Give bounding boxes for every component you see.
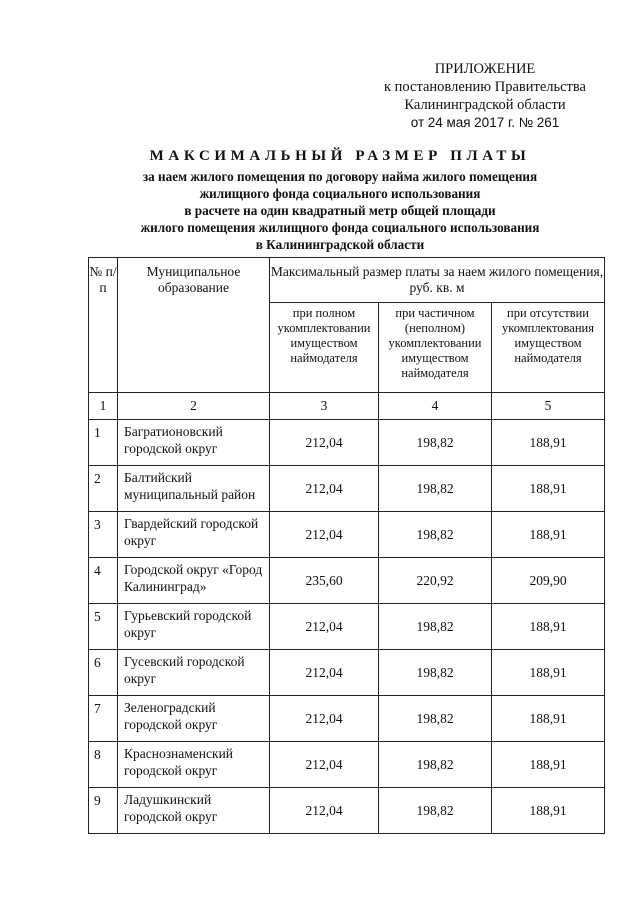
- municipality-name: Балтийский муниципальный район: [118, 466, 270, 512]
- row-number: 1: [89, 420, 118, 466]
- fee-partial: 198,82: [379, 788, 492, 834]
- table-row: [89, 512, 605, 558]
- table-row: [89, 420, 605, 466]
- date-year: 2017 г.: [474, 115, 515, 130]
- appendix-title: ПРИЛОЖЕНИЕ: [434, 61, 536, 77]
- fee-full: 212,04: [270, 420, 379, 466]
- row-number: 2: [89, 466, 118, 512]
- date-day: 24: [427, 115, 443, 130]
- fee-partial: 198,82: [379, 696, 492, 742]
- table-row: [89, 604, 605, 650]
- header-municipality: Муниципальное образование: [118, 258, 270, 393]
- date-prefix: от: [410, 115, 425, 130]
- title-line-1: за наем жилого помещения по договору найма жилого помещения: [142, 169, 538, 184]
- title-line-5: в Калининградской области: [255, 237, 425, 252]
- table-row: [89, 696, 605, 742]
- municipality-name: Зеленоградский городской округ: [118, 696, 270, 742]
- fee-full: 212,04: [270, 466, 379, 512]
- number-value: 261: [536, 115, 560, 130]
- fee-none: 188,91: [492, 420, 605, 466]
- number-label: №: [518, 115, 534, 130]
- table-row: [89, 650, 605, 696]
- fee-full: 212,04: [270, 650, 379, 696]
- column-index: 5: [492, 393, 605, 420]
- column-index: 4: [379, 393, 492, 420]
- fee-full: 212,04: [270, 788, 379, 834]
- fee-full: 212,04: [270, 604, 379, 650]
- header-partial: при частичном (неполном) укомплектовании имуществом наймодателя: [379, 303, 492, 393]
- fee-full: 235,60: [270, 558, 379, 604]
- header-row-top: [89, 258, 605, 303]
- row-number: 5: [89, 604, 118, 650]
- fee-partial: 198,82: [379, 650, 492, 696]
- municipality-name: Городской округ «Город Калининград»: [118, 558, 270, 604]
- title-line-2: жилищного фонда социального использования: [199, 186, 481, 201]
- fee-full: 212,04: [270, 512, 379, 558]
- fee-full: 212,04: [270, 696, 379, 742]
- column-index: 1: [89, 393, 118, 420]
- fee-none: 188,91: [492, 742, 605, 788]
- header-none: при отсутствии укомплектования имуществом наймодателя: [492, 303, 605, 393]
- fee-none: 188,91: [492, 696, 605, 742]
- date-month: мая: [446, 115, 471, 130]
- fee-partial: 198,82: [379, 604, 492, 650]
- row-number: 4: [89, 558, 118, 604]
- row-number: 7: [89, 696, 118, 742]
- row-number: 6: [89, 650, 118, 696]
- row-number: 9: [89, 788, 118, 834]
- appendix-block: [360, 60, 610, 132]
- fee-none: 188,91: [492, 512, 605, 558]
- column-index: 2: [118, 393, 270, 420]
- fee-none: 188,91: [492, 788, 605, 834]
- municipality-name: Багратионовский городской округ: [118, 420, 270, 466]
- fee-full: 212,04: [270, 742, 379, 788]
- appendix-date-line: [360, 114, 610, 132]
- appendix-line-1: к постановлению Правительства: [384, 79, 586, 95]
- fee-partial: 198,82: [379, 742, 492, 788]
- table-row: [89, 558, 605, 604]
- title-main: МАКСИМАЛЬНЫЙ РАЗМЕР ПЛАТЫ: [149, 148, 531, 164]
- fee-partial: 198,82: [379, 420, 492, 466]
- fee-none: 188,91: [492, 604, 605, 650]
- fee-none: 209,90: [492, 558, 605, 604]
- fee-none: 188,91: [492, 650, 605, 696]
- header-max-fee: Максимальный размер платы за наем жилого помещения, руб. кв. м: [270, 258, 605, 303]
- fee-partial: 198,82: [379, 466, 492, 512]
- row-number: 3: [89, 512, 118, 558]
- column-index-row: [89, 393, 605, 420]
- municipality-name: Гусевский городской округ: [118, 650, 270, 696]
- municipality-name: Гвардейский городской округ: [118, 512, 270, 558]
- fee-partial: 198,82: [379, 512, 492, 558]
- table-row: [89, 742, 605, 788]
- appendix-line-2: Калининградской области: [404, 97, 566, 113]
- municipality-name: Краснознаменский городской округ: [118, 742, 270, 788]
- fee-none: 188,91: [492, 466, 605, 512]
- table-row: [89, 466, 605, 512]
- header-full: при полном укомплектовании имуществом наймодателя: [270, 303, 379, 393]
- column-index: 3: [270, 393, 379, 420]
- title-line-3: в расчете на один квадратный метр общей площади: [184, 203, 496, 218]
- fee-partial: 220,92: [379, 558, 492, 604]
- fee-table: [88, 257, 605, 834]
- row-number: 8: [89, 742, 118, 788]
- document-title: [60, 146, 620, 253]
- title-line-4: жилого помещения жилищного фонда социального использования: [140, 220, 540, 235]
- header-num: № п/п: [89, 258, 118, 393]
- municipality-name: Гурьевский городской округ: [118, 604, 270, 650]
- table-row: [89, 788, 605, 834]
- municipality-name: Ладушкинский городской округ: [118, 788, 270, 834]
